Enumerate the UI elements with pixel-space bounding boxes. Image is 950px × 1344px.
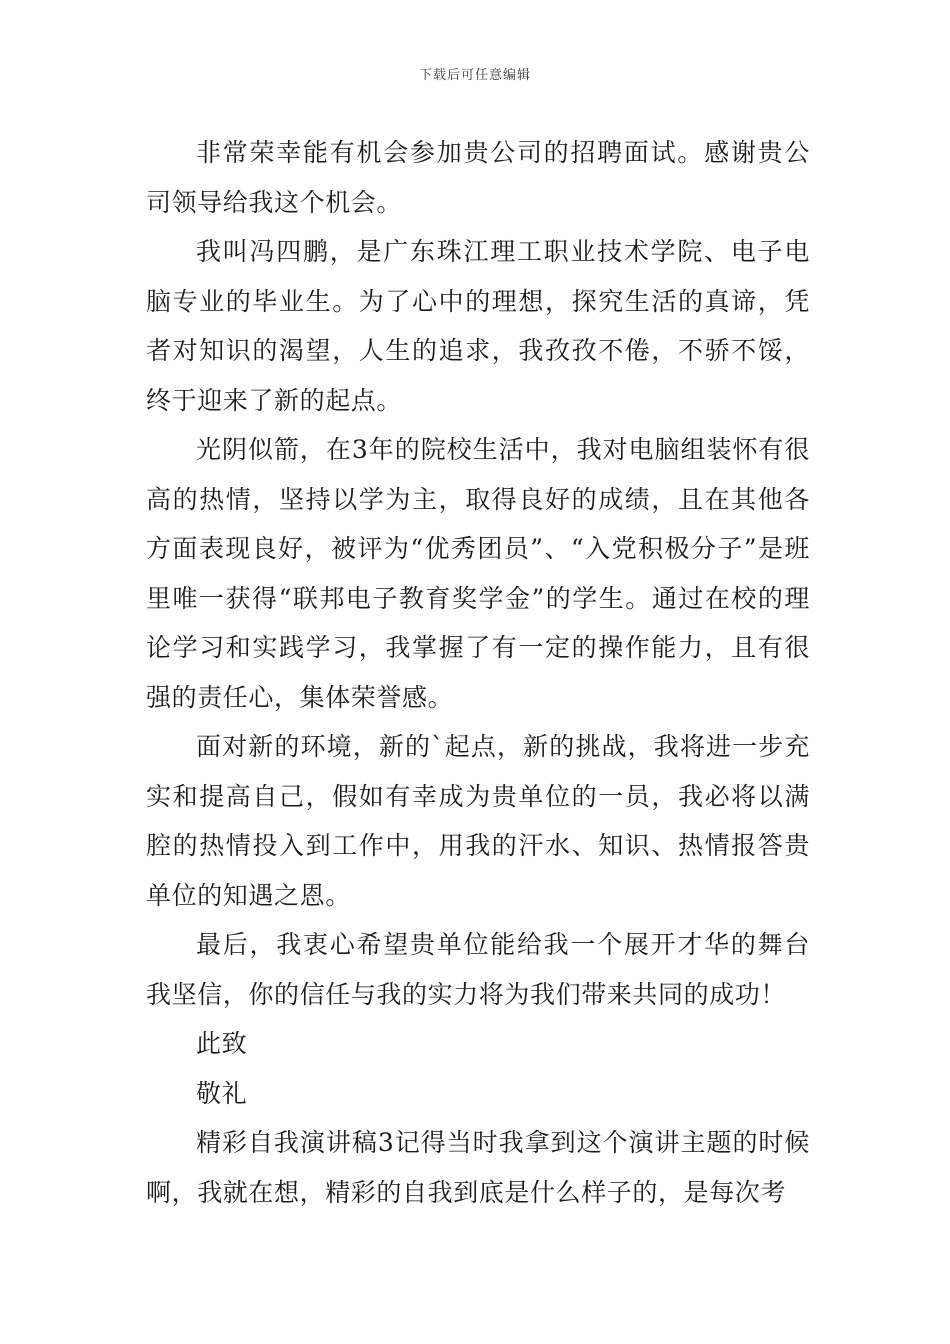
salutation-cizhi: 此致 <box>196 1029 248 1058</box>
paragraph-introduction: 我叫冯四鹏，是广东珠江理工职业技术学院、电子电脑专业的毕业生。为了心中的理想，探究生活的真谛，凭者对知识的渴望，人生的追求，我孜孜不倦，不骄不馁，终于迎来了新的起点。 <box>146 237 810 415</box>
paragraph-school-life: 光阴似箭，在3年的院校生活中，我对电脑组装怀有很高的热情，坚持以学为主，取得良好的成绩，且在其他各方面表现良好，被评为“优秀团员”、“入党积极分子”是班里唯一获得“联邦电子教育奖学金”的学生。通过在校的理论学习和实践学习，我掌握了有一定的操作能力，且有很强的责任心，集体荣誉感。 <box>146 435 810 712</box>
paragraph-closing-wish: 最后，我衷心希望贵单位能给我一个展开才华的舞台我坚信，你的信任与我的实力将为我们带来共同的成功！ <box>146 930 810 1009</box>
header-note: 下载后可任意编辑 <box>418 68 531 83</box>
salutation-jingli: 敬礼 <box>196 1078 248 1108</box>
paragraph-next-speech: 精彩自我演讲稿3记得当时我拿到这个演讲主题的时候啊，我就在想，精彩的自我到底是什么样子的，是每次考 <box>146 1128 810 1207</box>
paragraph-new-challenge: 面对新的环境，新的`起点，新的挑战，我将进一步充实和提高自己，假如有幸成为贵单位的一员，我必将以满腔的热情投入到工作中，用我的汗水、知识、热情报答贵单位的知遇之恩。 <box>146 732 810 910</box>
paragraph-greeting: 非常荣幸能有机会参加贵公司的招聘面试。感谢贵公司领导给我这个机会。 <box>146 138 810 217</box>
document-body <box>146 128 810 1217</box>
